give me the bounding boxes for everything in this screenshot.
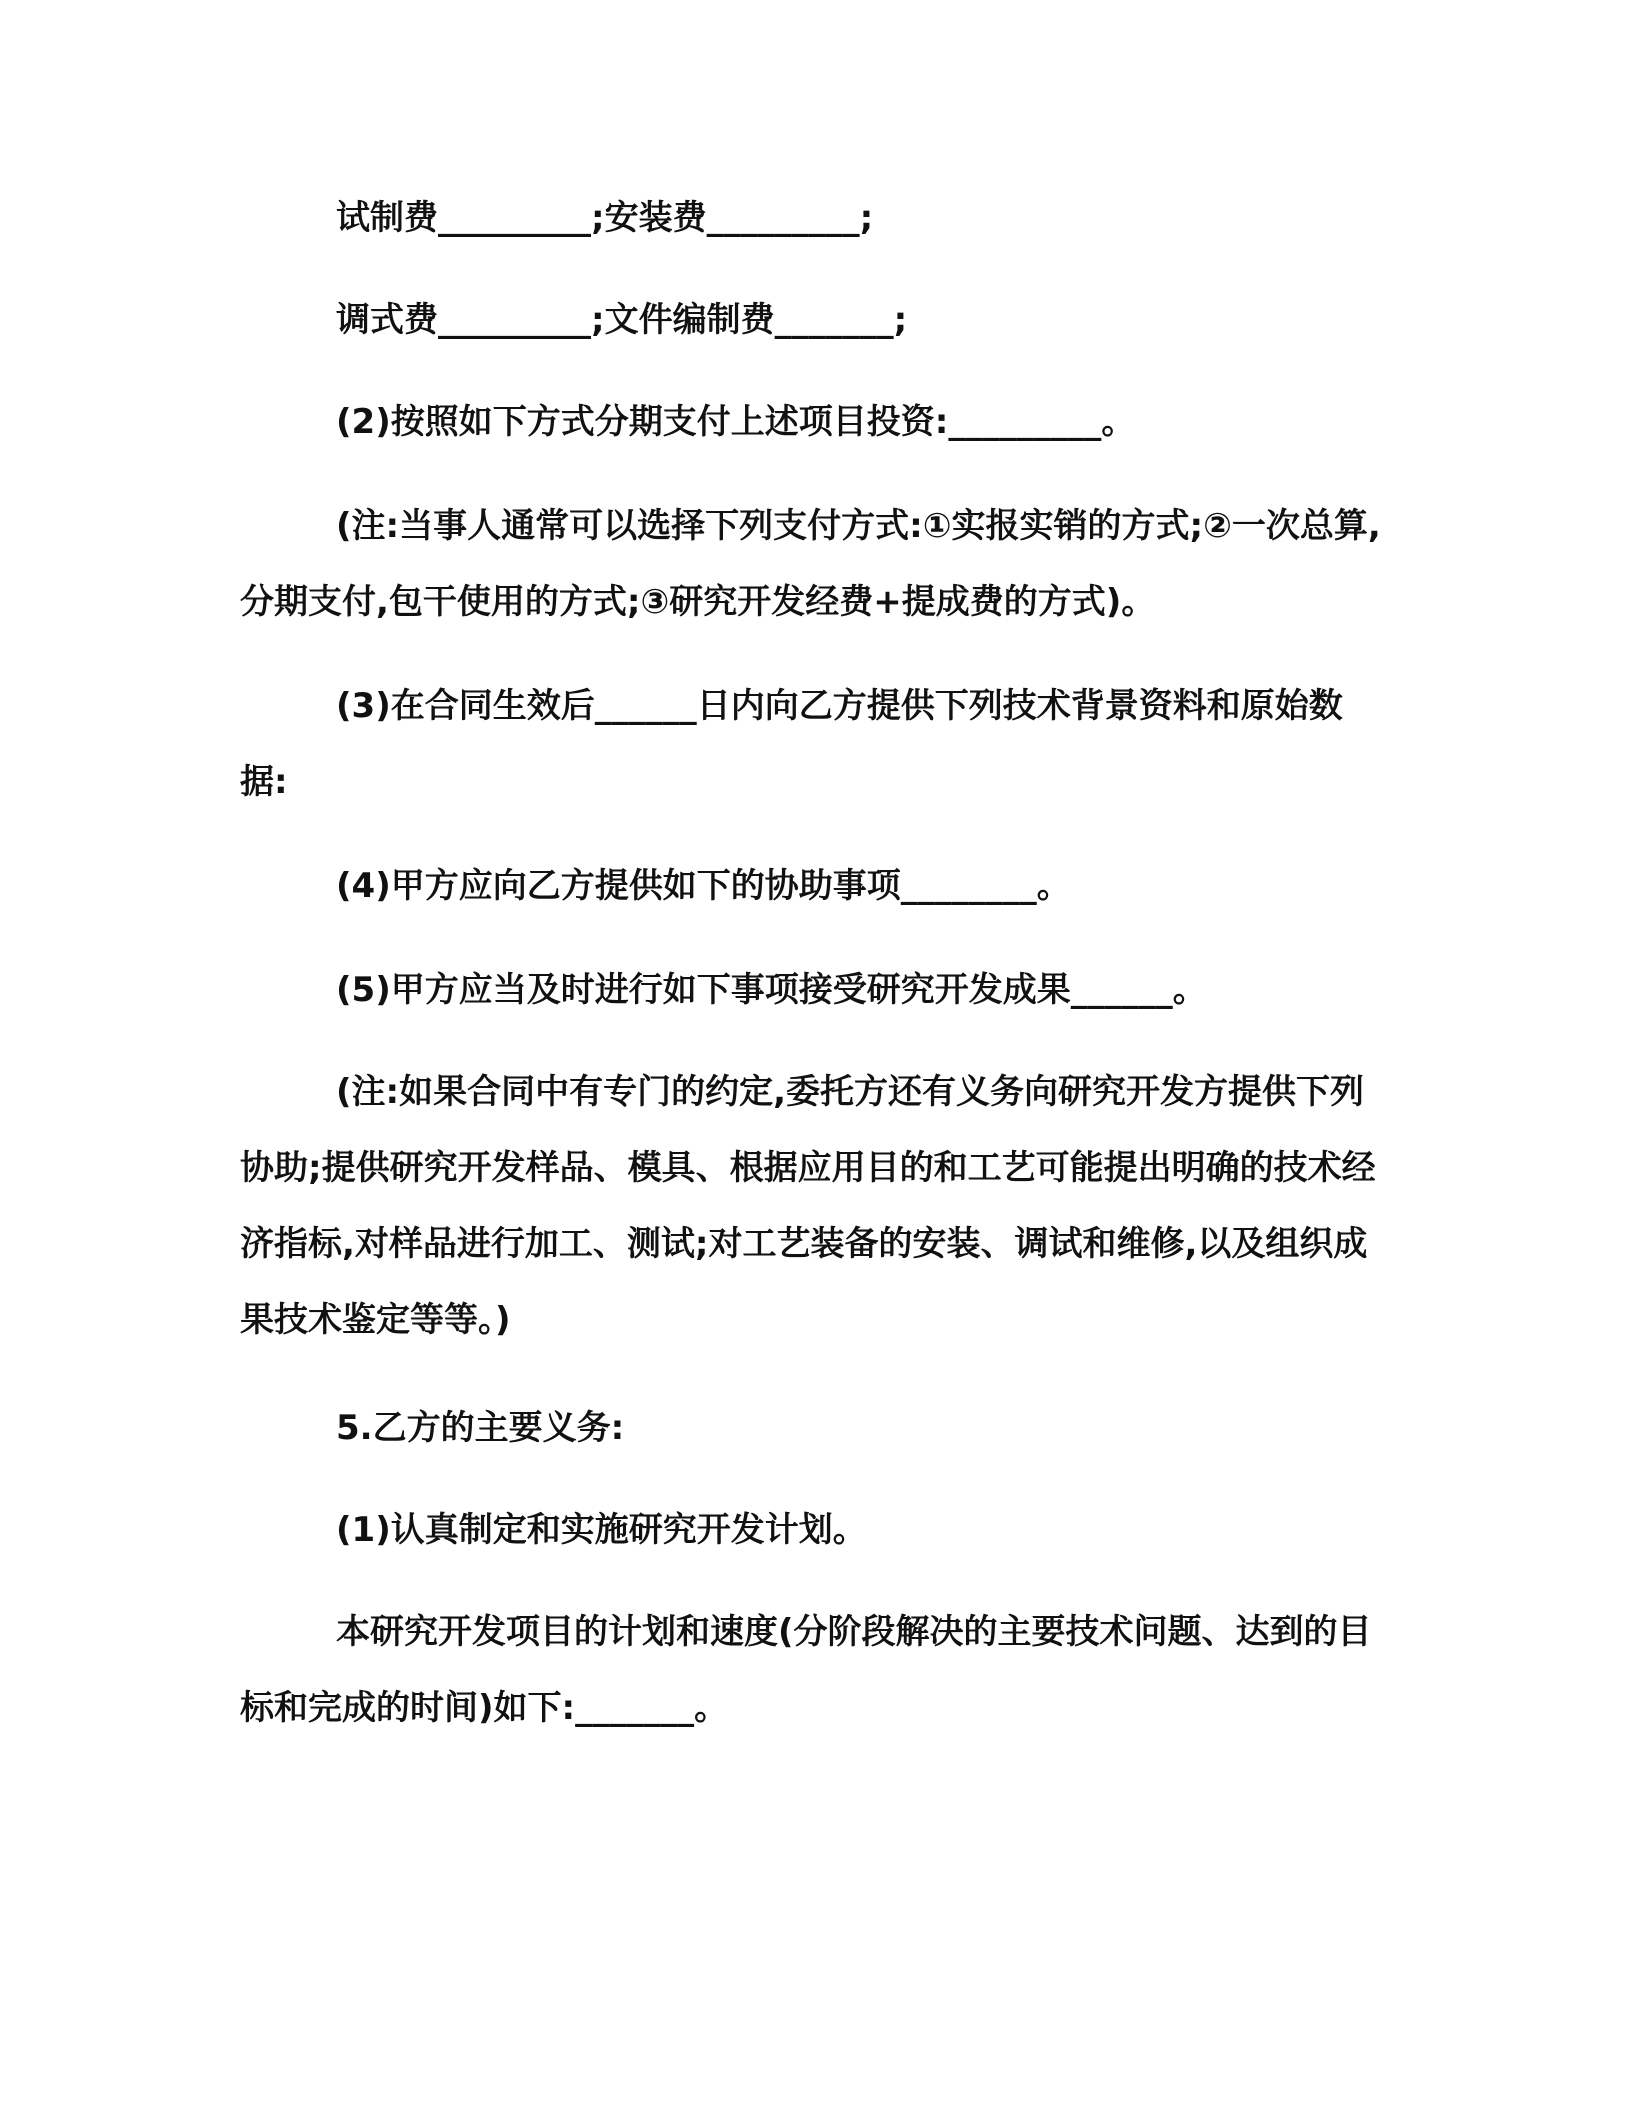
paragraph-assistance: (4)甲方应向乙方提供如下的协助事项________。 <box>336 866 1071 906</box>
paragraph-payment-note: (注:当事人通常可以选择下列支付方式:①实报实销的方式;②一次总算,分期支付,包干使用的方式;③研究开发经费+提成费的方式)。 <box>240 506 1381 622</box>
paragraph-technical-data: (3)在合同生效后______日内向乙方提供下列技术背景资料和原始数据: <box>240 686 1343 802</box>
paragraph-trial-install-fees: 试制费_________;安装费_________; <box>336 198 874 238</box>
paragraph-rd-plan: (1)认真制定和实施研究开发计划。 <box>336 1510 867 1550</box>
paragraph-installment-payment: (2)按照如下方式分期支付上述项目投资:_________。 <box>336 402 1136 442</box>
paragraph-debug-doc-fees: 调式费_________;文件编制费_______; <box>336 300 908 340</box>
paragraph-party-b-obligations: 5.乙方的主要义务: <box>336 1408 625 1448</box>
paragraph-accept-results: (5)甲方应当及时进行如下事项接受研究开发成果______。 <box>336 970 1207 1010</box>
paragraph-plan-schedule: 本研究开发项目的计划和速度(分阶段解决的主要技术问题、达到的目标和完成的时间)如下:_______。 <box>240 1612 1372 1728</box>
paragraph-assistance-note: (注:如果合同中有专门的约定,委托方还有义务向研究开发方提供下列协助;提供研究开发样品、模具、根据应用目的和工艺可能提出明确的技术经济指标,对样品进行加工、测试;对工艺装备的安装、调试和维修,以及组织成果技术鉴定等等。) <box>240 1072 1376 1340</box>
